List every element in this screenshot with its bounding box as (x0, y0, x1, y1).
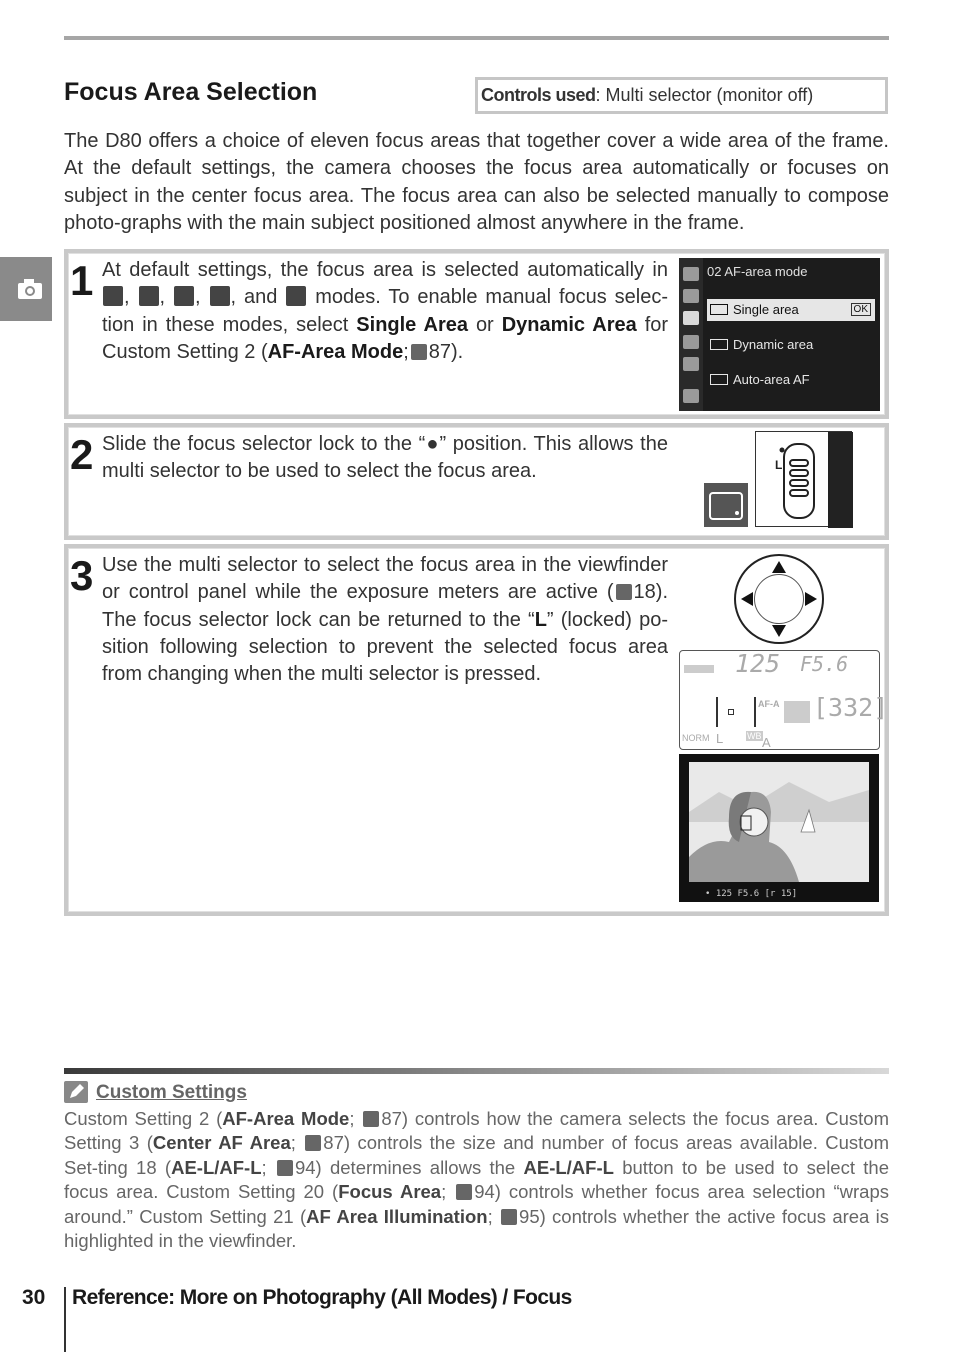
note-title: Custom Settings (96, 1082, 247, 1103)
lcd-size: L (716, 731, 724, 746)
page-reference-icon (501, 1209, 517, 1225)
footer-rule (64, 1287, 66, 1352)
night-landscape-mode-icon (210, 286, 230, 306)
auto-area-icon (710, 374, 728, 385)
menu-heading: 02 AF-area mode (707, 264, 808, 279)
page-reference-icon (616, 584, 632, 600)
step-number: 1 (70, 257, 92, 304)
viewfinder-readout: • 125 F5.6 [r 15] (705, 889, 798, 899)
menu-item-single-area[interactable]: Single area OK (707, 299, 875, 321)
lcd-shutter: 125 (735, 649, 781, 678)
lcd-count: [332] (813, 693, 889, 722)
page-reference-icon (411, 344, 427, 360)
page-reference-icon (456, 1184, 472, 1200)
controls-label: Controls used (481, 85, 596, 105)
step-1-text: At default settings, the focus area is selected automatically in , , , , and modes. To enable manual focus selec-tion in these modes, select Single Area or Dynamic Area for Custom Setting 2 (AF-Area Mode; 87). (102, 259, 669, 363)
night-portrait-mode-icon (286, 286, 306, 306)
step-3-box (64, 544, 889, 916)
step-2-box (64, 423, 889, 540)
af-area-mode-menu (679, 258, 880, 411)
step-2-text: Slide the focus selector lock to the “●” position. This allows the multi selector to be used to select the focus area. (102, 433, 668, 483)
lock-label: L (775, 458, 783, 472)
menu-item-auto-area[interactable]: Auto-area AF (707, 369, 875, 391)
lcd-aperture: F5.6 (800, 652, 849, 676)
footer-title: Reference: More on Photography (All Modes) / Focus (72, 1286, 572, 1309)
page-reference-icon (305, 1135, 321, 1151)
shooting-icon (683, 289, 699, 303)
menu-item-dynamic-area[interactable]: Dynamic area (707, 334, 875, 356)
controls-used-box (475, 77, 888, 114)
focus-point-icon (728, 709, 734, 715)
multi-selector-illustration (734, 554, 824, 644)
page-reference-icon (277, 1160, 293, 1176)
setup-icon (683, 335, 699, 349)
ok-badge: OK (851, 303, 871, 316)
top-rule (64, 36, 889, 40)
landscape-mode-icon (174, 286, 194, 306)
step-number: 3 (70, 552, 92, 599)
note-body: Custom Setting 2 (AF-Area Mode; 87) controls how the camera selects the focus area. Custom Setting 3 (Center AF Area; 87) controls the size and number of focus areas available. Custom Set-ting 18 (AE-L/AF-L; 94) determines allows the AE-L/AF-L button to be used to select the focus area. Custom Setting 20 (Focus Area; 94) controls whether focus area selection “wraps around.” Custom Setting 21 (AF Area Illumination; 95) controls whether the active focus area is highlighted in the viewfinder. (64, 1108, 890, 1252)
camera-icon (0, 257, 52, 321)
pencil-icon (683, 311, 699, 325)
single-area-icon (710, 304, 728, 315)
lcd-af-mode: AF-A (758, 699, 780, 709)
camera-back-icon (704, 483, 748, 527)
note-rule (64, 1068, 889, 1074)
up-arrow-icon (772, 561, 786, 573)
multi-selector-center (754, 574, 804, 624)
focus-area-bracket (716, 697, 756, 727)
left-arrow-icon (741, 592, 753, 606)
step-number: 2 (70, 431, 92, 478)
pencil-note-icon (64, 1081, 88, 1103)
auto-mode-icon (103, 286, 123, 306)
right-arrow-icon (805, 592, 817, 606)
intro-paragraph: The D80 offers a choice of eleven focus areas that together cover a wide area of the frame. At the default settings, the camera chooses the focus area automatically or focuses on subject in the center focus area. The focus area can also be selected manually to compose photo-graphs with the main subject positioned almost anywhere in the frame. (64, 130, 889, 234)
page-title: Focus Area Selection (64, 78, 318, 106)
lcd-norm: NORM (682, 733, 710, 743)
viewfinder-scene (689, 762, 869, 882)
step-1-box (64, 249, 889, 419)
controls-value: : Multi selector (monitor off) (595, 85, 814, 105)
menu-sidebar (679, 258, 703, 411)
lcd-wb: WB (747, 731, 762, 741)
metering-icon (784, 701, 810, 723)
section-tab (0, 257, 52, 321)
step-3-text: Use the multi selector to select the focus area in the viewfinder or control panel while the exposure meters are active ( 18). The focus selector lock can be returned to the “L” (locked) po-sition following selection to prevent the selected focus area from changing when the multi selector is pressed. (102, 554, 669, 686)
page-reference-icon (363, 1111, 379, 1127)
battery-icon (684, 665, 714, 673)
lcd-wb-auto: A (762, 735, 771, 750)
portrait-mode-icon (139, 286, 159, 306)
help-icon (683, 389, 699, 403)
dynamic-area-icon (710, 339, 728, 350)
viewfinder-illustration (679, 754, 879, 902)
down-arrow-icon (772, 625, 786, 637)
control-panel-lcd (679, 649, 889, 750)
page-number: 30 (22, 1286, 46, 1309)
playback-icon (683, 267, 699, 281)
focus-selector-lock-illustration (755, 431, 852, 527)
retouch-icon (683, 357, 699, 371)
